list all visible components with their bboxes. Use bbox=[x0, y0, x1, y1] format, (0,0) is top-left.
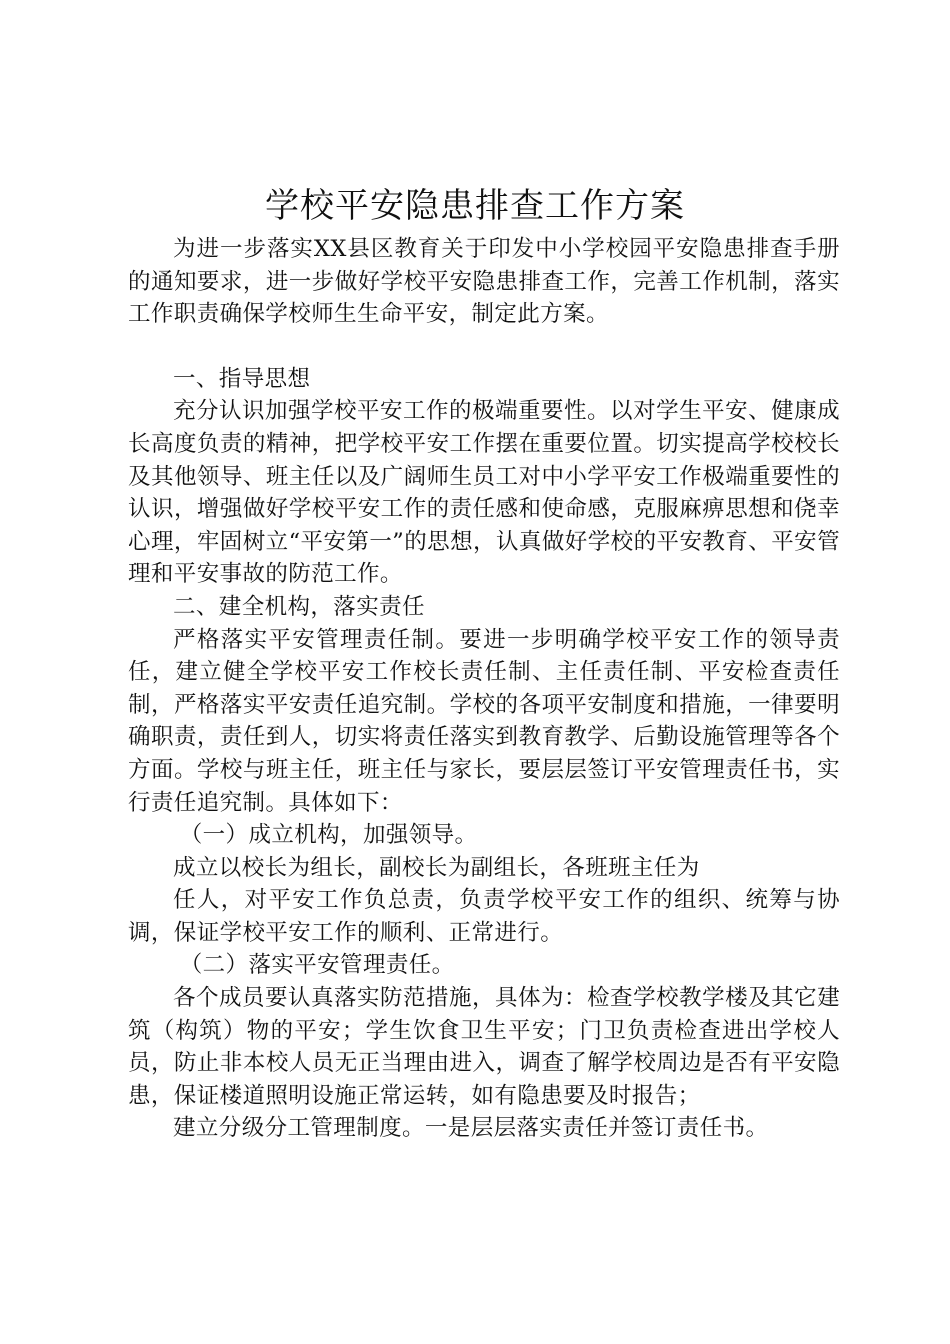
section-heading-guiding-ideology: 一、指导思想 bbox=[173, 365, 311, 392]
measures-paragraph: 各个成员要认真落实防范措施，具体为：检查学校教学楼及其它建筑（构筑）物的平安；学生饮食卫生平安；门卫负责检查进出学校人员，防止非本校人员无正当理由进入，调查了解学校周边是否有平安隐患，保证楼道照明设施正常运转，如有隐患要及时报告； bbox=[128, 985, 840, 1109]
management-system-paragraph: 建立分级分工管理制度。一是层层落实责任并签订责任书。 bbox=[173, 1115, 769, 1142]
section-heading-organization: 二、建全机构，落实责任 bbox=[173, 593, 425, 620]
organization-paragraph-continued: 任人，对平安工作负总责，负责学校平安工作的组织、统筹与协调，保证学校平安工作的顺利、正常进行。 bbox=[128, 887, 840, 946]
responsibility-paragraph: 严格落实平安管理责任制。要进一步明确学校平安工作的领导责任，建立健全学校平安工作校长责任制、主任责任制、平安检查责任制，严格落实平安责任追究制。学校的各项平安制度和措施，一律要明确职责，责任到人，切实将责任落实到教育教学、后勤设施管理等各个方面。学校与班主任，班主任与家长，要层层签订平安管理责任书，实行责任追究制。具体如下： bbox=[128, 626, 840, 816]
document-body bbox=[128, 233, 840, 1145]
subheading-establish-organization: （一）成立机构，加强领导。 bbox=[179, 822, 478, 849]
guiding-ideology-paragraph: 充分认识加强学校平安工作的极端重要性。以对学生平安、健康成长高度负责的精神，把学校平安工作摆在重要位置。切实提高学校校长及其他领导、班主任以及广阔师生员工对中小学平安工作极端重要性的认识，增强做好学校平安工作的责任感和使命感，克服麻痹思想和侥幸心理，牢固树立“平安第一”的思想，认真做好学校的平安教育、平安管理和平安事故的防范工作。 bbox=[128, 398, 840, 588]
organization-paragraph-line: 成立以校长为组长，副校长为副组长，各班班主任为 bbox=[173, 854, 700, 881]
intro-paragraph: 为进一步落实XX县区教育关于印发中小学校园平安隐患排查手册的通知要求，进一步做好学校平安隐患排查工作，完善工作机制，落实工作职责确保学校师生生命平安，制定此方案。 bbox=[128, 236, 840, 328]
document-title: 学校平安隐患排查工作方案 bbox=[265, 186, 685, 226]
subheading-implement-responsibility: （二）落实平安管理责任。 bbox=[179, 952, 455, 979]
